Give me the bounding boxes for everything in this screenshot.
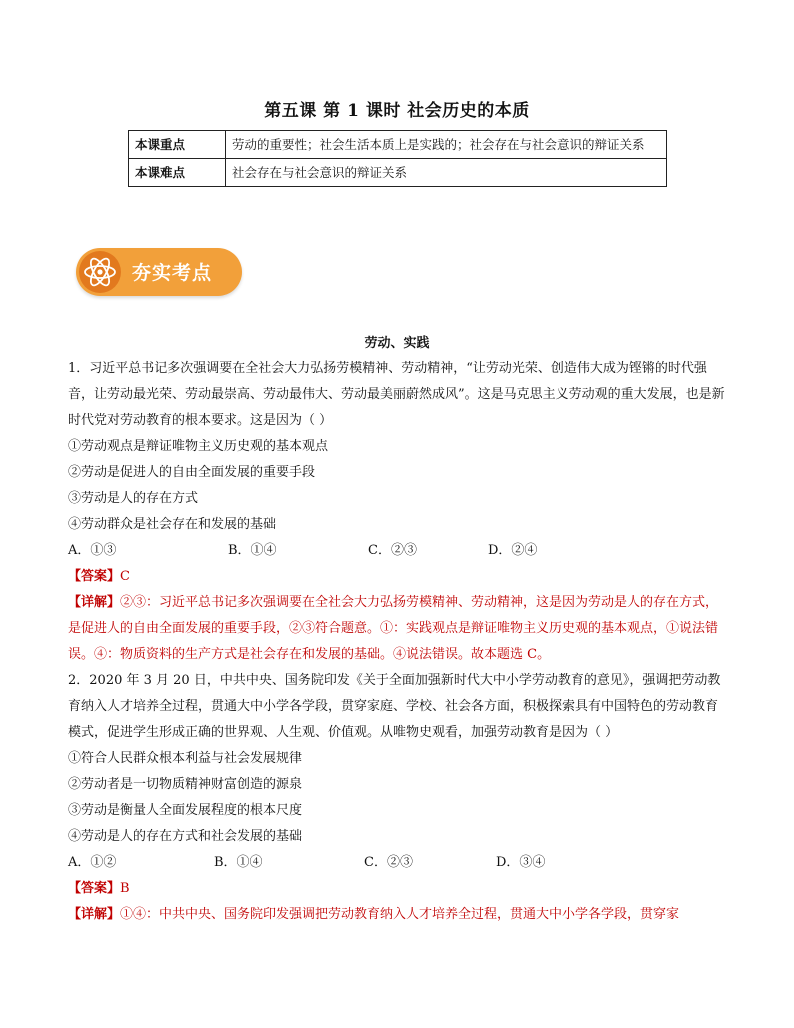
section-title: 劳动、实践: [364, 336, 430, 351]
choice-item: ①劳动观点是辩证唯物主义历史观的基本观点: [68, 439, 329, 454]
question-1: [68, 356, 728, 668]
question-stem: 2．2020 年 3 月 20 日，中共中央、国务院印发《关于全面加强新时代大中小学劳动教育的意见》，强调把劳动教育纳入人才培养全过程，贯通大中小学各学段，贯穿家庭、学校、社会各方面，积极探索具有中国特色的劳动教育模式，促进学生形成正确的世界观、人生观、价值观。从唯物史观看，加强劳动教育是因为（ ）: [68, 673, 721, 740]
detail-text: ②③：习近平总书记多次强调要在全社会大力弘扬劳模精神、劳动精神，这是因为劳动是人的存在方式，是促进人的自由全面发展的重要手段，②③符合题意。①：实践观点是辩证唯物主义历史观的基本观点，①说法错误。④：物质资料的生产方式是社会存在和发展的基础。④说法错误。故本题选 C。: [68, 595, 719, 662]
answer-options: [68, 538, 728, 564]
detail-paragraph: [68, 902, 728, 928]
detail-text: ①④：中共中央、国务院印发强调把劳动教育纳入人才培养全过程，贯通大中小学各学段，贯穿家: [120, 907, 680, 922]
table-row: [129, 131, 667, 159]
answer-label: 【答案】: [68, 569, 121, 584]
key-label: 本课重点: [129, 131, 226, 159]
question-stem: 1．习近平总书记多次强调要在全社会大力弘扬劳模精神、劳动精神，“让劳动光荣、创造伟大成为铿锵的时代强音，让劳动最光荣、劳动最崇高、劳动最伟大、劳动最美丽蔚然成风”。这是马克思主义劳动观的重大发展，也是新时代党对劳动教育的根本要求。这是因为（ ）: [68, 361, 725, 428]
answer-options: [68, 850, 728, 876]
option-c: C．②③: [364, 855, 413, 870]
choice-item: ③劳动是衡量人全面发展程度的根本尺度: [68, 803, 303, 818]
question-2: [68, 668, 728, 928]
answer-line: [68, 564, 728, 590]
choice-item: ④劳动群众是社会存在和发展的基础: [68, 517, 277, 532]
detail-label: 【详解】: [68, 595, 121, 610]
answer-value: C: [120, 569, 130, 584]
choice-item: ④劳动是人的存在方式和社会发展的基础: [68, 829, 303, 844]
table-row: [129, 159, 667, 187]
question-list: [68, 356, 728, 928]
option-a: A．①③: [68, 543, 117, 558]
choice-item: ②劳动者是一切物质精神财富创造的源泉: [68, 777, 303, 792]
atom-icon: [79, 251, 121, 293]
option-b: B．①④: [228, 543, 277, 558]
answer-line: [68, 876, 728, 902]
option-d: D．②④: [488, 543, 538, 558]
badge-text: 夯实考点: [132, 262, 213, 284]
detail-paragraph: [68, 590, 728, 668]
answer-value: B: [120, 881, 130, 896]
section-badge: [76, 248, 242, 296]
page-title: 第五课 第 1 课时 社会历史的本质: [264, 101, 530, 121]
key-value: 劳动的重要性；社会生活本质上是实践的；社会存在与社会意识的辩证关系: [226, 131, 667, 159]
difficulty-label: 本课难点: [129, 159, 226, 187]
choice-item: ③劳动是人的存在方式: [68, 491, 199, 506]
difficulty-value: 社会存在与社会意识的辩证关系: [226, 159, 667, 187]
choice-item: ①符合人民群众根本利益与社会发展规律: [68, 751, 303, 766]
option-a: A．①②: [68, 855, 117, 870]
detail-label: 【详解】: [68, 907, 121, 922]
option-d: D．③④: [496, 855, 546, 870]
option-c: C．②③: [368, 543, 417, 558]
answer-label: 【答案】: [68, 881, 121, 896]
key-points-table: [128, 130, 667, 187]
choice-item: ②劳动是促进人的自由全面发展的重要手段: [68, 465, 316, 480]
option-b: B．①④: [214, 855, 263, 870]
